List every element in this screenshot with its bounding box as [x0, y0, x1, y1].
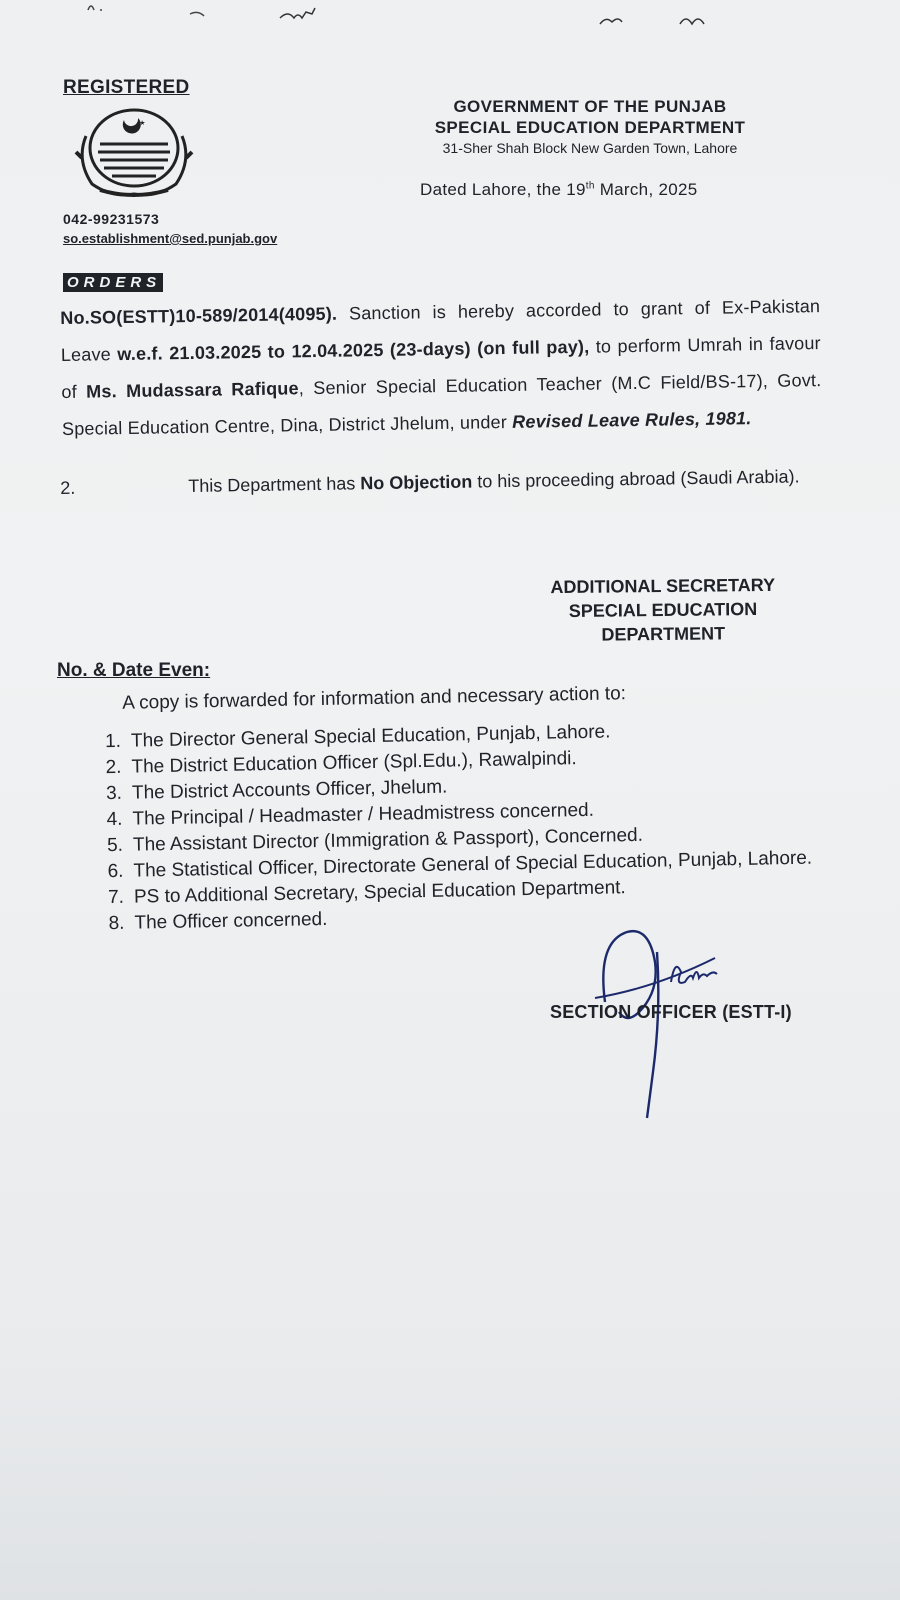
list-item: 4. The Principal / Headmaster / Headmistress concerned. — [106, 799, 595, 831]
copy-recipient-list — [61, 715, 865, 938]
list-item: 2. The District Education Officer (Spl.Edu.), Rawalpindi. — [105, 748, 577, 779]
order-paragraph-2: 2. This Department has No Objection to his proceeding abroad (Saudi Arabia). — [60, 466, 800, 498]
order-paragraph-1: No.SO(ESTT)10-589/2014(4095). Sanction is hereby accorded to grant of Ex-Pakistan Leave w.e.f. 21.03.2025 to 12.04.2025 (23-days) (on full pay), to perform Umrah in favour of Ms. Mudassara Rafique, Senior Special Education Teacher (M.C Field/BS-17), Govt. Special Education Centre, Dina, District Jhelum, under Revised Leave Rules, 1981. — [60, 296, 822, 439]
list-item: 8. The Officer concerned. — [108, 908, 328, 935]
list-item: 7. PS to Additional Secretary, Special Education Department. — [107, 877, 626, 909]
department-address: 31-Sher Shah Block New Garden Town, Lahore — [442, 140, 738, 156]
government-title: GOVERNMENT OF THE PUNJAB — [453, 97, 727, 116]
list-item: 1. The Director General Special Education, Punjab, Lahore. — [104, 721, 611, 753]
email-address[interactable]: so.establishment@sed.punjab.gov — [63, 231, 278, 246]
orders-heading: ORDERS — [63, 273, 163, 292]
additional-secretary-block: ADDITIONAL SECRETARY SPECIAL EDUCATION DEPARTMENT — [550, 574, 776, 645]
date-line: Dated Lahore, the 19th March, 2025 — [420, 180, 698, 199]
list-item: 6. The Statistical Officer, Directorate General of Special Education, Punjab, Lahore. — [107, 847, 813, 883]
punjab-govt-emblem-icon — [70, 106, 198, 198]
forwarding-section — [60, 675, 865, 938]
department-title: SPECIAL EDUCATION DEPARTMENT — [434, 118, 746, 137]
phone-number: 042-99231573 — [63, 211, 160, 227]
list-item: 3. The District Accounts Officer, Jhelum. — [105, 776, 448, 805]
reference-number: No.SO(ESTT)10-589/2014(4095). — [60, 303, 338, 328]
registered-label: REGISTERED — [63, 77, 190, 98]
section-officer-title: SECTION OFFICER (ESTT-I) — [550, 1002, 792, 1022]
list-item: 5. The Assistant Director (Immigration & Passport), Concerned. — [106, 824, 644, 857]
top-edge-handwriting-marks-icon — [60, 0, 760, 36]
no-date-even-heading: No. & Date Even: — [57, 660, 211, 681]
forwarding-intro: A copy is forwarded for information and necessary action to: — [122, 683, 627, 714]
employee-name: Ms. Mudassara Rafique — [86, 378, 299, 402]
